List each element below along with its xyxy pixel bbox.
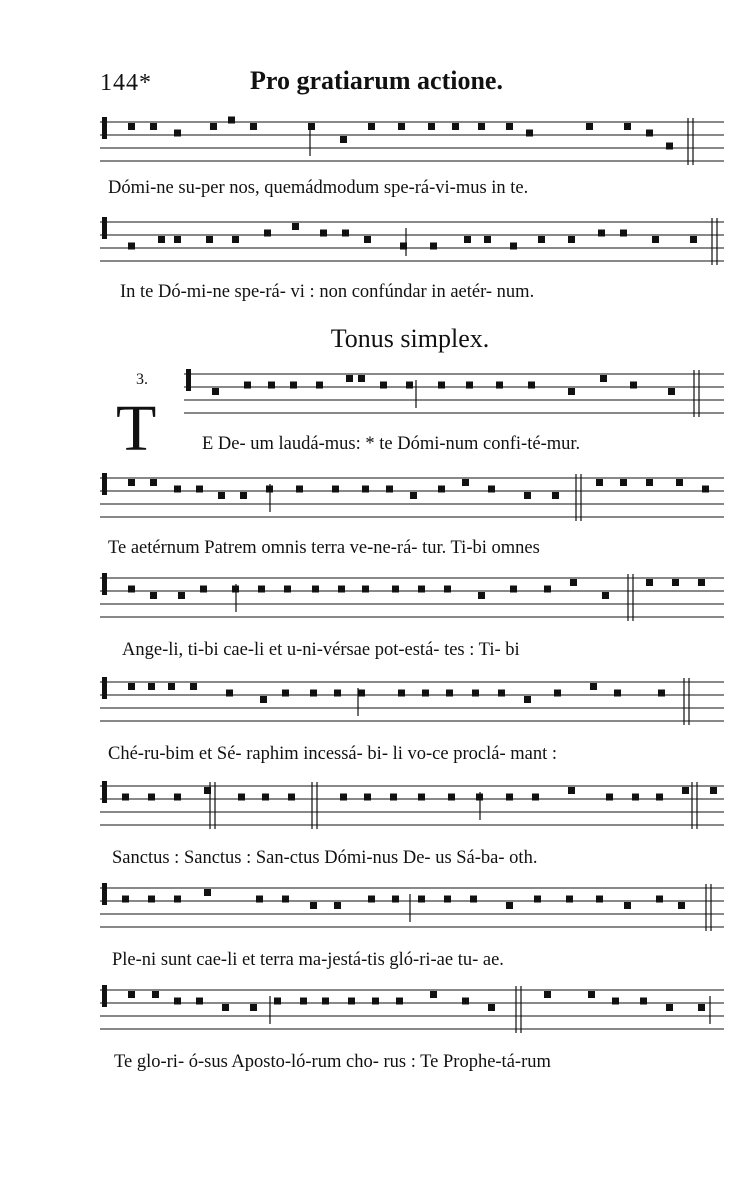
neume-icon: [152, 991, 159, 998]
neume-icon: [668, 388, 675, 395]
neume-icon: [334, 690, 341, 697]
lyrics-line: In te Dó-mi-ne spe-rá- vi : non confúndar in aetér- num.: [120, 282, 535, 302]
neume-icon: [466, 382, 473, 389]
neume-icon: [322, 998, 329, 1005]
neume-icon: [568, 787, 575, 794]
neume-icon: [568, 236, 575, 243]
neume-icon: [260, 696, 267, 703]
clef-icon: [186, 369, 191, 391]
neume-icon: [338, 586, 345, 593]
neume-icon: [624, 123, 631, 130]
neume-icon: [428, 123, 435, 130]
neume-icon: [380, 382, 387, 389]
neume-icon: [678, 902, 685, 909]
neume-icon: [150, 479, 157, 486]
neume-icon: [682, 787, 689, 794]
staff-svg: [100, 214, 724, 268]
neume-icon: [588, 991, 595, 998]
neume-icon: [526, 130, 533, 137]
music-staff: [184, 366, 724, 420]
neume-icon: [128, 479, 135, 486]
neume-icon: [386, 486, 393, 493]
neume-icon: [598, 230, 605, 237]
neume-icon: [658, 690, 665, 697]
neume-icon: [472, 690, 479, 697]
neume-icon: [646, 479, 653, 486]
neume-icon: [596, 479, 603, 486]
neume-icon: [698, 579, 705, 586]
neume-icon: [532, 794, 539, 801]
neume-icon: [128, 586, 135, 593]
neume-icon: [510, 243, 517, 250]
neume-icon: [448, 794, 455, 801]
staff-svg: [100, 778, 724, 832]
neume-icon: [128, 991, 135, 998]
neume-icon: [534, 896, 541, 903]
neume-icon: [168, 683, 175, 690]
neume-icon: [320, 230, 327, 237]
neume-icon: [524, 696, 531, 703]
lyrics-line: Te glo-ri- ó-sus Aposto-ló-rum cho- rus : Te Prophe-tá-rum: [114, 1052, 551, 1072]
music-staff: [100, 880, 724, 934]
neume-icon: [444, 586, 451, 593]
neume-icon: [698, 1004, 705, 1011]
neume-icon: [148, 794, 155, 801]
neume-icon: [652, 236, 659, 243]
neume-icon: [288, 794, 295, 801]
neume-icon: [438, 486, 445, 493]
neume-icon: [150, 123, 157, 130]
neume-icon: [212, 388, 219, 395]
neume-icon: [200, 586, 207, 593]
lyrics-line: E De- um laudá-mus: * te Dómi-num confi-té-mur.: [202, 434, 581, 454]
neume-icon: [506, 123, 513, 130]
neume-icon: [538, 236, 545, 243]
neume-icon: [398, 690, 405, 697]
neume-icon: [292, 223, 299, 230]
mode-number: 3.: [136, 371, 148, 388]
neume-icon: [544, 991, 551, 998]
neume-icon: [632, 794, 639, 801]
neume-icon: [290, 382, 297, 389]
neume-icon: [506, 794, 513, 801]
neume-icon: [646, 130, 653, 137]
neume-icon: [554, 690, 561, 697]
neume-icon: [250, 123, 257, 130]
neume-icon: [150, 592, 157, 599]
neume-icon: [122, 896, 129, 903]
neume-icon: [250, 1004, 257, 1011]
clef-icon: [102, 117, 107, 139]
lyrics-line: Ché-ru-bim et Sé- raphim incessá- bi- li vo-ce proclá- mant :: [108, 744, 557, 764]
neume-icon: [174, 998, 181, 1005]
neume-icon: [462, 479, 469, 486]
neume-icon: [666, 1004, 673, 1011]
neume-icon: [204, 889, 211, 896]
music-staff: [100, 570, 724, 624]
clef-icon: [102, 985, 107, 1007]
neume-icon: [606, 794, 613, 801]
neume-icon: [462, 998, 469, 1005]
neume-icon: [488, 1004, 495, 1011]
neume-icon: [406, 382, 413, 389]
neume-icon: [218, 492, 225, 499]
neume-icon: [624, 902, 631, 909]
page-number: 144*: [100, 70, 152, 96]
neume-icon: [264, 230, 271, 237]
neume-icon: [296, 486, 303, 493]
neume-icon: [358, 375, 365, 382]
neume-icon: [300, 998, 307, 1005]
neume-icon: [444, 896, 451, 903]
neume-icon: [128, 123, 135, 130]
neume-icon: [418, 794, 425, 801]
neume-icon: [524, 492, 531, 499]
neume-icon: [602, 592, 609, 599]
neume-icon: [282, 690, 289, 697]
neume-icon: [244, 382, 251, 389]
neume-icon: [666, 143, 673, 150]
music-staff: [100, 982, 724, 1036]
neume-icon: [340, 136, 347, 143]
neume-icon: [174, 896, 181, 903]
neume-icon: [596, 896, 603, 903]
neume-icon: [256, 896, 263, 903]
neume-icon: [620, 479, 627, 486]
clef-icon: [102, 473, 107, 495]
neume-icon: [340, 794, 347, 801]
neume-icon: [446, 690, 453, 697]
neume-icon: [174, 236, 181, 243]
neume-icon: [196, 486, 203, 493]
clef-icon: [102, 217, 107, 239]
neume-icon: [282, 896, 289, 903]
neume-icon: [284, 586, 291, 593]
neume-icon: [676, 479, 683, 486]
music-staff: [100, 470, 724, 524]
neume-icon: [196, 998, 203, 1005]
neume-icon: [656, 896, 663, 903]
lyrics-line: Te aetérnum Patrem omnis terra ve-ne-rá- tur. Ti-bi omnes: [108, 538, 540, 558]
neume-icon: [390, 794, 397, 801]
neume-icon: [274, 998, 281, 1005]
neume-icon: [398, 123, 405, 130]
staff-svg: [100, 880, 724, 934]
neume-icon: [496, 382, 503, 389]
staff-svg: [100, 982, 724, 1036]
neume-icon: [672, 579, 679, 586]
neume-icon: [640, 998, 647, 1005]
music-staff: [100, 214, 724, 268]
lyrics-line: Sanctus : Sanctus : San-ctus Dómi-nus De- us Sá-ba- oth.: [112, 848, 538, 868]
neume-icon: [506, 902, 513, 909]
neume-icon: [620, 230, 627, 237]
neume-icon: [510, 586, 517, 593]
neume-icon: [410, 492, 417, 499]
neume-icon: [478, 592, 485, 599]
initial-letter: T: [116, 392, 157, 465]
neume-icon: [438, 382, 445, 389]
neume-icon: [656, 794, 663, 801]
neume-icon: [590, 683, 597, 690]
neume-icon: [334, 902, 341, 909]
neume-icon: [430, 243, 437, 250]
lyrics-line: Ple-ni sunt cae-li et terra ma-jestá-tis gló-ri-ae tu- ae.: [112, 950, 504, 970]
neume-icon: [258, 586, 265, 593]
neume-icon: [552, 492, 559, 499]
neume-icon: [358, 690, 365, 697]
neume-icon: [332, 486, 339, 493]
neume-icon: [316, 382, 323, 389]
neume-icon: [148, 683, 155, 690]
neume-icon: [392, 586, 399, 593]
staff-svg: [100, 570, 724, 624]
neume-icon: [396, 998, 403, 1005]
neume-icon: [586, 123, 593, 130]
lyrics-line: Dómi-ne su-per nos, quemádmodum spe-rá-vi-mus in te.: [108, 178, 529, 198]
clef-icon: [102, 573, 107, 595]
neume-icon: [310, 690, 317, 697]
neume-icon: [362, 486, 369, 493]
neume-icon: [178, 592, 185, 599]
clef-icon: [102, 883, 107, 905]
neume-icon: [430, 991, 437, 998]
neume-icon: [392, 896, 399, 903]
neume-icon: [342, 230, 349, 237]
music-staff: [100, 114, 724, 168]
staff-svg: [184, 366, 724, 420]
neume-icon: [210, 123, 217, 130]
neume-icon: [158, 236, 165, 243]
neume-icon: [498, 690, 505, 697]
staff-svg: [100, 114, 724, 168]
neume-icon: [710, 787, 717, 794]
neume-icon: [464, 236, 471, 243]
neume-icon: [364, 236, 371, 243]
neume-icon: [422, 690, 429, 697]
neume-icon: [232, 236, 239, 243]
neume-icon: [488, 486, 495, 493]
neume-icon: [364, 794, 371, 801]
neume-icon: [240, 492, 247, 499]
neume-icon: [190, 683, 197, 690]
neume-icon: [478, 123, 485, 130]
neume-icon: [362, 586, 369, 593]
neume-icon: [528, 382, 535, 389]
neume-icon: [568, 388, 575, 395]
neume-icon: [600, 375, 607, 382]
neume-icon: [566, 896, 573, 903]
neume-icon: [630, 382, 637, 389]
neume-icon: [122, 794, 129, 801]
neume-icon: [238, 794, 245, 801]
neume-icon: [148, 896, 155, 903]
clef-icon: [102, 781, 107, 803]
neume-icon: [128, 243, 135, 250]
neume-icon: [372, 998, 379, 1005]
neume-icon: [262, 794, 269, 801]
music-staff: [100, 674, 724, 728]
clef-icon: [102, 677, 107, 699]
neume-icon: [418, 896, 425, 903]
neume-icon: [452, 123, 459, 130]
neume-icon: [368, 896, 375, 903]
neume-icon: [544, 586, 551, 593]
neume-icon: [346, 375, 353, 382]
neume-icon: [570, 579, 577, 586]
neume-icon: [614, 690, 621, 697]
neume-icon: [206, 236, 213, 243]
neume-icon: [268, 382, 275, 389]
lyrics-line: Ange-li, ti-bi cae-li et u-ni-vérsae pot-está- tes : Ti- bi: [122, 640, 520, 660]
neume-icon: [690, 236, 697, 243]
neume-icon: [646, 579, 653, 586]
neume-icon: [308, 123, 315, 130]
page-title: Pro gratiarum actione.: [250, 66, 503, 95]
neume-icon: [368, 123, 375, 130]
neume-icon: [128, 683, 135, 690]
neume-icon: [348, 998, 355, 1005]
section-title: Tonus simplex.: [330, 324, 490, 353]
music-staff: [100, 778, 724, 832]
neume-icon: [484, 236, 491, 243]
neume-icon: [174, 130, 181, 137]
neume-icon: [612, 998, 619, 1005]
neume-icon: [228, 117, 235, 124]
neume-icon: [310, 902, 317, 909]
neume-icon: [312, 586, 319, 593]
neume-icon: [174, 486, 181, 493]
neume-icon: [418, 586, 425, 593]
staff-svg: [100, 674, 724, 728]
neume-icon: [470, 896, 477, 903]
neume-icon: [226, 690, 233, 697]
neume-icon: [702, 486, 709, 493]
neume-icon: [174, 794, 181, 801]
neume-icon: [222, 1004, 229, 1011]
staff-svg: [100, 470, 724, 524]
